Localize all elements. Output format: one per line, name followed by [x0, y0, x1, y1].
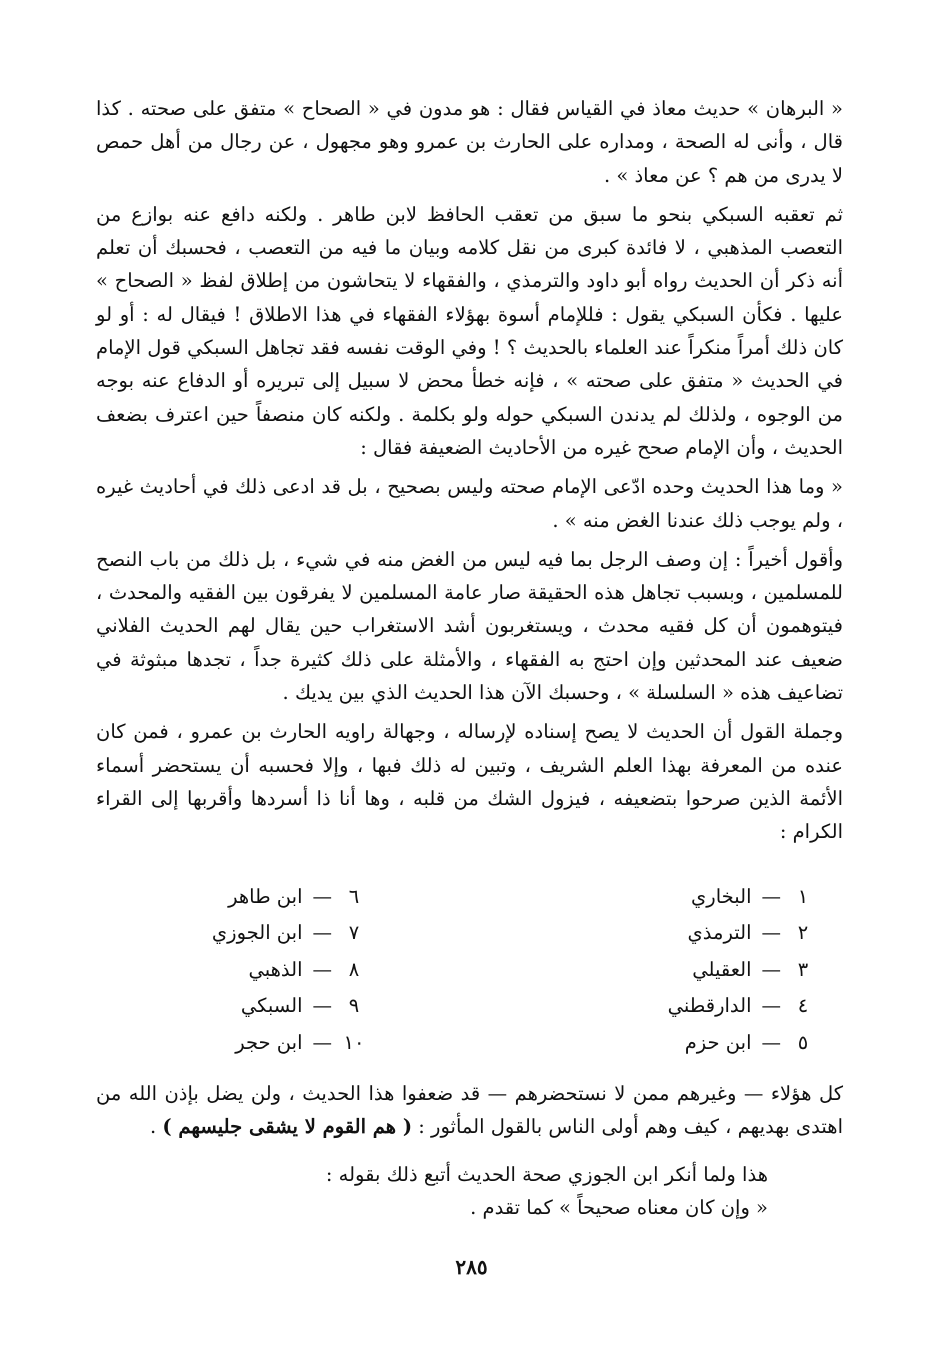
scholars-list-right [470, 879, 844, 1062]
closing-end: . [150, 1115, 163, 1139]
final-line-2: « وإن كان معناه صحيحاً » كما تقدم . [470, 1195, 768, 1219]
list-item: ١٠—ابن حجر [235, 1030, 365, 1054]
closing-paragraph [96, 1077, 843, 1144]
list-item: ٥—ابن حزم [684, 1030, 809, 1054]
proverb-quote: ( هم القوم لا يشقى جليسهم ) [162, 1115, 413, 1139]
list-item: ٩—السبكي [240, 994, 360, 1018]
list-item: ٧—ابن الجوزي [211, 921, 360, 945]
list-item: ١—البخاري [691, 884, 809, 908]
paragraph-4: وأقول أخيراً : إن وصف الرجل بما فيه ليس من الغض منه في شيء ، بل ذلك من باب النصح للمسلمين ، وبسبب تجاهل هذه الحقيقة صار عامة المسلمين لا يفرقون بين الفقيه والمحدث ، فيتوهمون أن كل فقيه محدث ، ويستغربون أشد الاستغراب حين يقال لهم الحديث الفلاني ضعيف عند المحدثين وإن احتج به الفقهاء ، والأمثلة على ذلك كثيرة جداً ، تجدها مبثوثة في تضاعيف هذه « السلسلة » ، وحسبك الآن هذا الحديث الذي بين يديك . [96, 547, 843, 705]
list-item: ٤—الدارقطني [667, 994, 809, 1018]
closing-text: كل هؤلاء — وغيرهم ممن لا نستحضرهم — قد ضعفوا هذا الحديث ، ولن يضل بإذن الله من اهتدى بهديهم ، كيف وهم أولى الناس بالقول المأثور : [96, 1082, 843, 1139]
list-item: ٣—العقيلي [692, 957, 809, 981]
paragraph-3-quote: « وما هذا الحديث وحده ادّعى الإمام صحته وليس بصحيح ، بل قد ادعى ذلك في أحاديث غيره ، ولم يوجب ذلك عندنا الغض منه » . [96, 475, 843, 532]
paragraph-5: وجملة القول أن الحديث لا يصح إسناده لإرساله ، وجهالة راويه الحارث بن عمرو ، فمن كان عنده من المعرفة بهذا العلم الشريف ، وتبين له ذلك فبها ، وإلا فحسبه أن يستحضر أسماء الأئمة الذين صرحوا بتضعيفه ، فيزول الشك من قلبه ، وها أنا ذا أسردها وأقربها إلى القراء الكرام : [96, 720, 843, 844]
list-item: ٦—ابن طاهر [228, 884, 360, 908]
page-number: ٢٨٥ [455, 1255, 488, 1279]
list-item: ٨—الذهبي [248, 957, 360, 981]
final-line-1: هذا ولما أنكر ابن الجوزي صحة الحديث أتبع ذلك بقوله : [325, 1162, 768, 1186]
scholars-list [96, 879, 843, 1062]
paragraph-2: ثم تعقبه السبكي بنحو ما سبق من تعقب الحافظ لابن طاهر . ولكنه دافع عنه بوازع من التعصب المذهبي ، لا فائدة كبرى من نقل كلامه وبيان ما فيه من التعصب ، فحسبك أن تعلم أنه ذكر أن الحديث رواه أبو داود والترمذي ، والفقهاء لا يتحاشون من إطلاق لفظ « الصحاح » عليها . فكأن السبكي يقول : فللإمام أسوة بهؤلاء الفقهاء في هذا الاطلاق ! فيقال له : أو لو كان ذلك أمراً منكراً عند العلماء بالحديث ؟ ! وفي الوقت نفسه فقد تجاهل السبكي قول الإمام في الحديث « متفق على صحته » ، فإنه خطأ محض لا سبيل إلى تبريره أو الدفاع عنه بوجه من الوجوه ، ولذلك لم يدندن السبكي حوله ولو بكلمة . ولكنه كان منصفاً حين اعترف بضعف الحديث ، وأن الإمام صحح غيره من الأحاديث الضعيفة فقال : [96, 202, 843, 459]
final-block [96, 1158, 843, 1225]
scholars-list-left [96, 879, 470, 1062]
paragraph-1: « البرهان » حديث معاذ في القياس فقال : هو مدون في « الصحاح » متفق على صحته . كذا قال ، وأنى له الصحة ، ومداره على الحارث بن عمرو وهو مجهول ، عن رجال من أهل حمص لا يدرى من هم ؟ عن معاذ » . [96, 97, 843, 187]
list-item: ٢—الترمذي [687, 921, 809, 945]
